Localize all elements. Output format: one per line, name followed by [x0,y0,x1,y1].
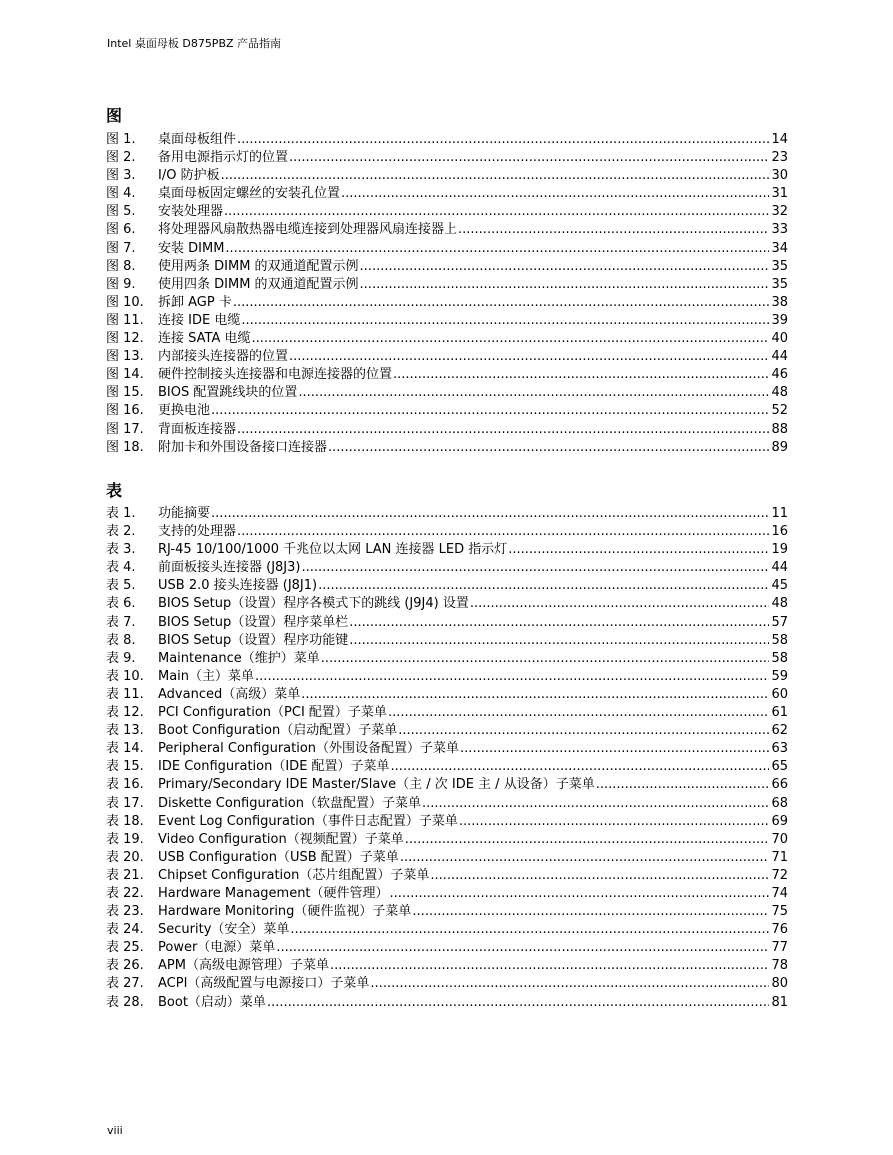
entry-page-number[interactable]: 16 [771,524,788,540]
entry-page-number[interactable]: 48 [771,385,788,401]
dot-leader [224,203,769,221]
toc-entry[interactable] [106,366,788,384]
dot-leader [391,758,770,776]
entry-page-number[interactable]: 38 [771,294,788,310]
dot-leader [508,541,769,559]
entry-page-number[interactable]: 88 [771,421,788,437]
entry-page-number[interactable]: 59 [771,668,788,684]
toc-entry[interactable] [106,903,788,921]
entry-page-number[interactable]: 71 [771,849,788,865]
entry-page-number[interactable]: 45 [771,578,788,594]
toc-entry[interactable] [106,650,788,668]
entry-number: 表 3. [106,542,136,558]
entry-number: 表 26. [106,958,144,974]
entry-page-number[interactable]: 89 [771,439,788,455]
entry-number: 图 4. [106,186,136,202]
entry-title[interactable]: RJ-45 10/100/1000 千兆位以太网 LAN 连接器 LED 指示灯 [158,542,508,558]
entry-page-number[interactable]: 80 [771,976,788,992]
toc-entry[interactable] [106,957,788,975]
entry-title[interactable]: USB Configuration（USB 配置）子菜单 [158,849,399,865]
entry-number: 表 13. [106,723,144,739]
entry-title[interactable]: 附加卡和外围设备接口连接器 [158,439,328,455]
entry-title[interactable]: 安装处理器 [158,204,224,220]
entry-title[interactable]: ACPI（高级配置与电源接口）子菜单 [158,976,370,992]
tables-list [106,505,788,1012]
dot-leader [233,294,770,312]
entry-title[interactable]: Security（安全）菜单 [158,922,290,938]
entry-page-number[interactable]: 72 [771,867,788,883]
entry-number: 表 5. [106,578,136,594]
entry-title[interactable]: 备用电源指示灯的位置 [158,150,289,166]
entry-page-number[interactable]: 14 [771,132,788,147]
entry-title[interactable]: Video Configuration（视频配置）子菜单 [158,831,404,847]
entry-number: 表 21. [106,867,144,883]
entry-number: 表 28. [106,994,144,1010]
toc-entry[interactable] [106,294,788,312]
toc-entry[interactable] [106,867,788,885]
entry-number: 表 7. [106,614,136,630]
dot-leader [318,577,769,595]
dot-leader [393,366,769,384]
entry-page-number[interactable]: 70 [771,831,788,847]
dot-leader [398,722,769,740]
entry-page-number[interactable]: 74 [771,885,788,901]
entry-title[interactable]: Event Log Configuration（事件日志配置）子菜单 [158,813,458,829]
toc-entry[interactable] [106,813,788,831]
entry-number: 图 3. [106,168,136,184]
toc-entry[interactable] [106,402,788,420]
entry-page-number[interactable]: 33 [771,222,788,238]
dot-leader [276,939,769,957]
entry-title[interactable]: Peripheral Configuration（外围设备配置）子菜单 [158,741,460,757]
dot-leader [328,439,769,457]
entry-title[interactable]: I/O 防护板 [158,168,220,184]
entry-number: 图 18. [106,439,144,455]
entry-page-number[interactable]: 78 [771,958,788,974]
entry-title[interactable]: 前面板接头连接器 (J8J3) [158,560,301,576]
entry-title[interactable]: Power（电源）菜单 [158,940,276,956]
dot-leader [221,167,770,185]
entry-title[interactable]: Diskette Configuration（软盘配置）子菜单 [158,795,421,811]
dot-leader [241,312,769,330]
toc-entry[interactable] [106,577,788,595]
entry-page-number[interactable]: 65 [771,759,788,775]
entry-title[interactable]: 使用两条 DIMM 的双通道配置示例 [158,258,359,274]
entry-page-number[interactable]: 61 [771,705,788,721]
toc-entry[interactable] [106,330,788,348]
entry-number: 表 24. [106,922,144,938]
entry-number: 表 6. [106,596,136,612]
entry-title[interactable]: 桌面母板固定螺丝的安装孔位置 [158,186,341,202]
dot-leader [459,813,770,831]
entry-number: 表 22. [106,885,144,901]
toc-entry[interactable] [106,722,788,740]
toc-entry[interactable] [106,221,788,239]
entry-page-number[interactable]: 32 [771,204,788,220]
entry-title[interactable]: BIOS Setup（设置）程序功能键 [158,632,349,648]
entry-page-number[interactable]: 30 [771,168,788,184]
toc-entry[interactable] [106,595,788,613]
entry-page-number[interactable]: 39 [771,312,788,328]
toc-entry[interactable] [106,559,788,577]
entry-number: 图 1. [106,132,136,147]
toc-entry[interactable] [106,921,788,939]
toc-entry[interactable] [106,758,788,776]
entry-page-number[interactable]: 35 [771,276,788,292]
dot-leader [460,740,769,758]
entry-page-number[interactable]: 58 [771,632,788,648]
entry-title[interactable]: IDE Configuration（IDE 配置）子菜单 [158,759,390,775]
toc-entry[interactable] [106,614,788,632]
entry-page-number[interactable]: 48 [771,596,788,612]
entry-page-number[interactable]: 46 [771,367,788,383]
entry-number: 图 13. [106,349,144,365]
entry-title[interactable]: Main（主）菜单 [158,668,255,684]
dot-leader [255,668,769,686]
toc-entry[interactable] [106,505,788,523]
dot-leader [422,795,770,813]
dot-leader [237,131,769,149]
entry-number: 表 16. [106,777,144,793]
entry-number: 表 17. [106,795,144,811]
toc-entry[interactable] [106,849,788,867]
entry-title[interactable]: BIOS 配置跳线块的位置 [158,385,298,401]
toc-entry[interactable] [106,686,788,704]
toc-entry[interactable] [106,939,788,957]
entry-number: 表 15. [106,759,144,775]
entry-title[interactable]: Maintenance（维护）菜单 [158,650,320,666]
entry-page-number[interactable]: 23 [771,150,788,166]
entry-page-number[interactable]: 81 [771,994,788,1010]
entry-page-number[interactable]: 44 [771,349,788,365]
toc-entry[interactable] [106,276,788,294]
entry-page-number[interactable]: 52 [771,403,788,419]
entry-page-number[interactable]: 57 [771,614,788,630]
entry-number: 图 7. [106,240,136,256]
entry-title[interactable]: PCI Configuration（PCI 配置）子菜单 [158,705,387,721]
toc-entry[interactable] [106,439,788,457]
entry-title[interactable]: 功能摘要 [158,506,211,521]
entry-number: 表 1. [106,506,136,521]
dot-leader [470,595,770,613]
entry-number: 表 27. [106,976,144,992]
entry-page-number[interactable]: 75 [771,904,788,920]
dot-leader [405,831,770,849]
entry-title[interactable]: 安装 DIMM [158,240,225,256]
entry-title[interactable]: APM（高级电源管理）子菜单 [158,958,329,974]
dot-leader [237,421,769,439]
entry-title[interactable]: Primary/Secondary IDE Master/Slave（主 / 次 IDE 主 / 从设备）子菜单 [158,777,595,793]
entry-number: 表 23. [106,904,144,920]
toc-entry[interactable] [106,149,788,167]
entry-title[interactable]: 将处理器风扇散热器电缆连接到处理器风扇连接器上 [158,222,458,238]
entry-page-number[interactable]: 77 [771,940,788,956]
figures-section-title: 图 [106,106,123,125]
dot-leader [388,704,770,722]
entry-title[interactable]: 内部接头连接器的位置 [158,349,289,365]
toc-entry[interactable] [106,312,788,330]
entry-number: 图 5. [106,204,136,220]
toc-entry[interactable] [106,258,788,276]
entry-title[interactable]: 背面板连接器 [158,421,237,437]
entry-number: 图 11. [106,312,144,328]
toc-entry[interactable] [106,668,788,686]
entry-title[interactable]: Hardware Management（硬件管理） [158,885,389,901]
dot-leader [211,505,769,523]
dot-leader [211,402,769,420]
dot-leader [301,686,769,704]
dot-leader [430,867,769,885]
dot-leader [390,885,770,903]
entry-number: 表 12. [106,705,144,721]
toc-entry[interactable] [106,704,788,722]
dot-leader [360,258,770,276]
dot-leader [349,632,769,650]
entry-number: 表 14. [106,741,144,757]
entry-page-number[interactable]: 63 [771,741,788,757]
toc-entry[interactable] [106,348,788,366]
entry-title[interactable]: Advanced（高级）菜单 [158,686,301,702]
entry-title[interactable]: 支持的处理器 [158,524,237,540]
dot-leader [251,330,769,348]
entry-page-number[interactable]: 68 [771,795,788,811]
entry-title[interactable]: Chipset Configuration（芯片组配置）子菜单 [158,867,430,883]
entry-page-number[interactable]: 11 [771,506,788,521]
toc-entry[interactable] [106,885,788,903]
dot-leader [321,650,770,668]
entry-page-number[interactable]: 40 [771,331,788,347]
toc-entry[interactable] [106,131,788,149]
toc-entry[interactable] [106,421,788,439]
entry-title[interactable]: 拆卸 AGP 卡 [158,294,232,310]
entry-page-number[interactable]: 66 [771,777,788,793]
entry-number: 表 4. [106,560,136,576]
entry-page-number[interactable]: 44 [771,560,788,576]
entry-number: 表 25. [106,940,144,956]
entry-page-number[interactable]: 69 [771,813,788,829]
toc-entry[interactable] [106,167,788,185]
toc-entry[interactable] [106,203,788,221]
dot-leader [360,276,770,294]
entry-title[interactable]: 连接 IDE 电缆 [158,312,241,328]
toc-entry[interactable] [106,795,788,813]
entry-number: 表 18. [106,813,144,829]
entry-number: 表 2. [106,524,136,540]
entry-number: 图 16. [106,403,144,419]
entry-page-number[interactable]: 35 [771,258,788,274]
dot-leader [341,185,769,203]
toc-entry[interactable] [106,384,788,402]
dot-leader [302,559,770,577]
toc-entry[interactable] [106,975,788,993]
dot-leader [400,849,770,867]
entry-number: 图 8. [106,258,136,274]
dot-leader [330,957,770,975]
entry-number: 图 12. [106,331,144,347]
dot-leader [349,614,769,632]
toc-entry[interactable] [106,240,788,258]
entry-page-number[interactable]: 58 [771,650,788,666]
toc-entry[interactable] [106,740,788,758]
toc-entry[interactable] [106,523,788,541]
dot-leader [298,384,769,402]
entry-number: 表 20. [106,849,144,865]
entry-title[interactable]: BIOS Setup（设置）程序菜单栏 [158,614,349,630]
dot-leader [225,240,769,258]
dot-leader [412,903,769,921]
entry-title[interactable]: BIOS Setup（设置）程序各模式下的跳线 (J9J4) 设置 [158,596,469,612]
entry-number: 图 9. [106,276,136,292]
toc-entry[interactable] [106,831,788,849]
entry-title[interactable]: USB 2.0 接头连接器 (J8J1) [158,578,318,594]
toc-entry[interactable] [106,776,788,794]
figures-list [106,131,788,457]
entry-title[interactable]: Hardware Monitoring（硬件监视）子菜单 [158,904,412,920]
page-number-footer: viii [107,1124,123,1137]
toc-entry[interactable] [106,994,788,1012]
entry-number: 表 19. [106,831,144,847]
entry-number: 图 6. [106,222,136,238]
entry-page-number[interactable]: 76 [771,922,788,938]
dot-leader [370,975,769,993]
toc-entry[interactable] [106,541,788,559]
entry-number: 表 10. [106,668,144,684]
dot-leader [289,348,769,366]
entry-title[interactable]: 更换电池 [158,403,211,419]
entry-number: 图 14. [106,367,144,383]
entry-number: 表 8. [106,632,136,648]
tables-section-title: 表 [106,481,123,500]
entry-page-number[interactable]: 62 [771,723,788,739]
entry-title[interactable]: 桌面母板组件 [158,132,237,147]
dot-leader [267,994,770,1012]
dot-leader [290,921,769,939]
dot-leader [237,523,769,541]
entry-number: 图 17. [106,421,144,437]
entry-page-number[interactable]: 31 [771,186,788,202]
dot-leader [458,221,769,239]
page-header: Intel 桌面母板 D875PBZ 产品指南 [107,37,282,50]
entry-number: 图 2. [106,150,136,166]
dot-leader [596,776,770,794]
toc-entry[interactable] [106,632,788,650]
entry-page-number[interactable]: 60 [771,686,788,702]
entry-title[interactable]: Boot（启动）菜单 [158,994,266,1010]
dot-leader [289,149,769,167]
entry-page-number[interactable]: 19 [771,542,788,558]
entry-title[interactable]: 连接 SATA 电缆 [158,331,251,347]
entry-number: 表 11. [106,686,144,702]
toc-entry[interactable] [106,185,788,203]
entry-title[interactable]: 硬件控制接头连接器和电源连接器的位置 [158,367,393,383]
entry-title[interactable]: 使用四条 DIMM 的双通道配置示例 [158,276,359,292]
entry-number: 图 10. [106,294,144,310]
entry-title[interactable]: Boot Configuration（启动配置）子菜单 [158,723,398,739]
entry-number: 表 9. [106,650,136,666]
entry-number: 图 15. [106,385,144,401]
entry-page-number[interactable]: 34 [771,240,788,256]
